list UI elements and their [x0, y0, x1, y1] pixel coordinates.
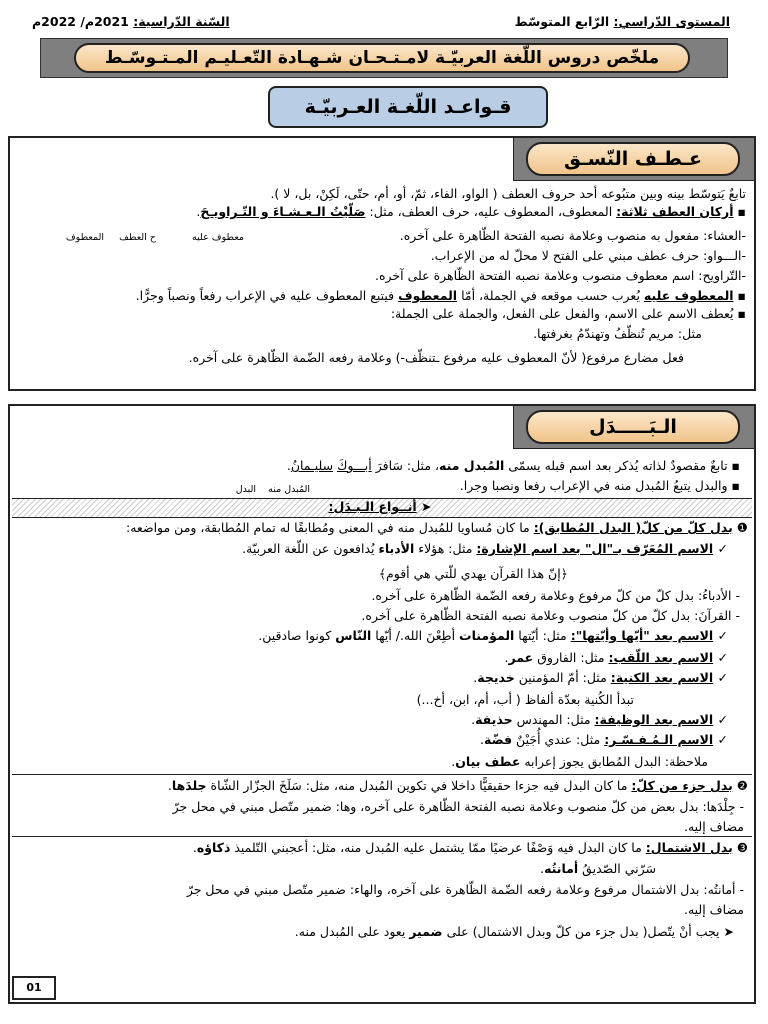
- i3rab-waw: -الـــواو: حرف عطف مبني على الفتح لا محلّ له من الإعراب.: [430, 248, 746, 263]
- definition: تابعٌ يَتوسّط بينه وبين متبُوعه أحد حروف العطف ( الواو، الفاء، ثمّ، أو، أم، حتّى، لَكِنْ، بل، لا ).: [270, 186, 746, 201]
- type1-def: ما كان مُساويا للمُبدل منه في المعنى ومُطابقًا له تمام المُطابقة، ومن مواضعه:: [126, 520, 534, 535]
- i3rab-adabaa: - الأدباءُ: بدل كلّ من كلّ مرفوع وعلامة رفعه الضّمة الظّاهرة على آخره.: [371, 588, 740, 603]
- banner-title: ملخّص دروس اللّغة العربيّـة لامـتـحـان شـهـادة التّعـليـم المـتـوسّـط: [74, 43, 690, 73]
- i3rab-tarawih: -التّراويح: اسم معطوف منصوب وعلامة نصبه الفتحة الظّاهرة على آخره.: [375, 268, 746, 283]
- punct: .: [473, 670, 478, 685]
- case-ayyuha-mu2minat: المؤمنات: [459, 628, 515, 643]
- punct: .: [451, 754, 456, 769]
- case-laqab-title: الاسم بعد اللّقب:: [608, 650, 714, 665]
- atf-types: ▪ يُعطف الاسم على الاسم، والفعل على الفعل، والجملة على الجملة:: [391, 306, 746, 322]
- def-text: تابعٌ مقصودٌ لذاته يُذكر بعد اسم قبله يسمّى: [504, 458, 728, 473]
- type3-title: بدل الاشتمال:: [645, 840, 733, 855]
- grammar-title: قـواعـد اللّغـة العـربيّـة: [268, 86, 548, 128]
- note-mubdal: المُبدل منه: [268, 484, 310, 495]
- i3rab-amanatuh-end: مضاف إليه.: [683, 902, 744, 917]
- example-abuk: أبـــوكَ: [337, 458, 372, 473]
- example-sarrani: سَرّني الصّديقُ: [578, 861, 656, 876]
- type2-jildaha: جلدَها: [171, 778, 207, 793]
- note-alayh: معطوف عليه: [191, 232, 244, 243]
- mulahaza-atf-bayan: عطف بيان: [455, 754, 521, 769]
- i3rab-amanatuh: - أمانتُه: بدل الاشتمال مرفوع وعلامة رفعه الضّمة الظّاهرة على آخره، والهاء: ضمير متّصل مبني في محل جرّ: [186, 882, 744, 897]
- damir-end: يعود على المُبدل منه.: [294, 924, 410, 939]
- type2-title: بدل جزء من كلّ:: [631, 778, 733, 793]
- example-amana: أمانتُه: [544, 861, 579, 876]
- level-value: الرّابع المتوسّط: [514, 14, 610, 29]
- example-amanatuh: [540, 861, 656, 877]
- example-ishaa: صَلّيْتُ الـعـشـاءَ: [273, 204, 366, 219]
- rule-ma3touf: المعطوف: [398, 288, 458, 303]
- example-maryam: مثل: مريم تُنظّفُ وتهندّمُ بغرفتها.: [533, 326, 702, 341]
- type2-line: [168, 778, 748, 794]
- case-ishara-adabaa: الأدباء: [378, 541, 415, 556]
- case-ishara-title: الاسم المُعَرّف بـ"ال" بعد اسم الإشارة:: [476, 541, 714, 556]
- pillars-label: أركان العطف ثلاثة:: [616, 204, 734, 219]
- case-kunya-khadija: خديجة: [477, 670, 515, 685]
- example-sulayman: سليـمانُ: [290, 458, 334, 473]
- case-wazifa-title: الاسم بعد الوظيفة:: [594, 712, 714, 727]
- note-badal: البدل: [235, 484, 256, 495]
- punct: .: [540, 861, 545, 876]
- case-mufassar-fidda: فضّة: [483, 732, 513, 747]
- arrow-left-icon: ➤: [719, 924, 734, 939]
- case-mufassar: [480, 732, 728, 748]
- rule-text-2: فيتبع المعطوف عليه في الإعراب رفعاً ونصباً وجرًّا.: [135, 288, 399, 303]
- damir-text: يجب أنْ يتّصل( بدل جزء من كلّ وبدل الاشتمال) على: [442, 924, 720, 939]
- i3rab-jildaha-end: مضاف إليه.: [683, 819, 744, 834]
- quran-verse: ﴿إنّ هذا القرآن يهدي للّتي هي أقوم﴾: [378, 566, 568, 581]
- types-heading: [20, 499, 740, 515]
- divider: [12, 836, 752, 837]
- case-kunya-title: الاسم بعد الكنية:: [610, 670, 714, 685]
- badal-follows: ▪ والبدل يتبعُ المُبدل منه في الإعراب رفعا ونصبا وجرا.: [460, 478, 740, 494]
- pillars-line: [196, 204, 746, 220]
- example-tarawih: التّـراويـحَ: [200, 204, 257, 219]
- type2-def: ما كان البدل فيه جزءا حقيقيًّا داخلا في تكوين المُبدل منه، مثل: سَلَخَ الجزّار الشّاة: [206, 778, 632, 793]
- type3-line: [193, 840, 748, 856]
- case-ayyuha-title: الاسم بعد "أيّها وأيّتها":: [570, 628, 714, 643]
- case-kunya: [473, 670, 728, 686]
- punct: .: [504, 650, 509, 665]
- type3-def: ما كان البدل فيه وَصْفًا عرضيًا ممّا يشتمل عليه المُبدل منه، مثل: أعجبني التّلميذ: [230, 840, 646, 855]
- section-title: عـطـف النّسـق: [526, 142, 740, 176]
- case-ayyuha: [258, 628, 728, 644]
- type3-dhaka: ذكاؤه: [196, 840, 231, 855]
- note-ma3touf: المعطوف: [65, 232, 104, 243]
- i3rab-jildaha: - جِلْدَها: بدل بعض من كلّ منصوب وعلامة نصبه الفتحة الظّاهرة على آخره، وها: ضمير متّصل مبني في محل جرّ: [172, 799, 744, 814]
- note-harf: ح العطف: [119, 232, 156, 243]
- year-value: 2021م/ 2022م: [32, 14, 129, 29]
- rule-text-1: يُعرب حسب موقعه في الجملة، أمّا: [457, 288, 644, 303]
- page-number: 01: [12, 976, 56, 1000]
- badal-definition: [287, 458, 740, 474]
- case-ishara-text: مثل: هؤلاء: [414, 541, 477, 556]
- def-example: ، مثل: سَافرَ: [371, 458, 440, 473]
- section-badal: [8, 404, 756, 1004]
- year-info: [32, 14, 230, 29]
- year-label: السّنة الدّراسية:: [133, 14, 230, 29]
- punct: .: [167, 778, 172, 793]
- level-label: المستوى الدّراسي:: [613, 14, 730, 29]
- damir-word: ضمير: [409, 924, 443, 939]
- case-ayyuha-nas: النّاس: [335, 628, 372, 643]
- case-laqab: [505, 650, 728, 666]
- case-wazifa-hudhayfa: حذيفة: [475, 712, 513, 727]
- arrow-left-icon: ➤: [416, 499, 432, 514]
- i3rab-tuhandim: فعل مضارع مرفوع( لأنّ المعطوف عليه مرفوع ـتنظّف-) وعلامة رفعه الضّمة الظّاهرة على آخره.: [188, 350, 684, 365]
- example-waw: و: [256, 204, 273, 219]
- punct: .: [192, 840, 197, 855]
- number-1-icon: ❶: [732, 520, 748, 535]
- punct: .: [286, 458, 291, 473]
- case-ishara-end: يُدافعون عن اللّغة العربيّة.: [242, 541, 379, 556]
- mulahaza-text: ملاحظة: البدل المُطابق يجوز إعرابه: [520, 754, 708, 769]
- pillars-text: المعطوف، المعطوف عليه، حرف العطف، مثل:: [365, 204, 617, 219]
- number-3-icon: ❸: [732, 840, 748, 855]
- case-ayyuha-text: مثل: أيّتها: [514, 628, 571, 643]
- mulahaza: [451, 754, 708, 770]
- punct: .: [196, 204, 201, 219]
- level-info: [515, 14, 730, 29]
- section-title: الـبَـــــدَل: [526, 410, 740, 444]
- case-mufassar-title: الاسم الـمُـفـسّـر:: [604, 732, 714, 747]
- case-laqab-text: مثل: الفاروق: [533, 650, 609, 665]
- divider: [12, 774, 752, 775]
- punct: .: [471, 712, 476, 727]
- case-ayyuha-mid: أطِعْنَ الله./ أيّها: [371, 628, 460, 643]
- rule-line: [136, 288, 746, 304]
- section-atf-nasaq: [8, 136, 756, 391]
- case-kunya-text: مثل: أمّ المؤمنين: [514, 670, 611, 685]
- kunya-note: تبدأ الكُنية بعدّة ألفاظ ( أب، أم، ابن، أخ...): [416, 692, 634, 707]
- rule-ma3touf-alayh: المعطوف عليه: [643, 288, 734, 303]
- type1-title: بدل كلّ من كلّ( البدل المُطابق):: [533, 520, 733, 535]
- def-mubdal: المُبدل منه: [439, 458, 505, 473]
- punct: .: [480, 732, 484, 747]
- damir-rule: [295, 924, 734, 940]
- case-laqab-umar: عمر: [508, 650, 534, 665]
- case-ayyuha-end: كونوا صادقين.: [258, 628, 336, 643]
- types-title: أنــواع الـبـدَل:: [328, 499, 417, 514]
- i3rab-ishaa: -العشاء: مفعول به منصوب وعلامة نصبه الفتحة الظّاهرة على آخره.: [399, 228, 746, 243]
- case-mufassar-text: مثل: عندي أُجَيْنٌ: [512, 732, 605, 747]
- number-2-icon: ❷: [732, 778, 748, 793]
- i3rab-quran: - القرآنَ: بدل كلّ من كلّ منصوب وعلامة نصبه الفتحة الظّاهرة على آخره.: [361, 608, 740, 623]
- case-wazifa: [471, 712, 728, 728]
- case-wazifa-text: مثل: المهندس: [512, 712, 595, 727]
- case-ishara: [242, 541, 728, 557]
- type1-line: [126, 520, 748, 536]
